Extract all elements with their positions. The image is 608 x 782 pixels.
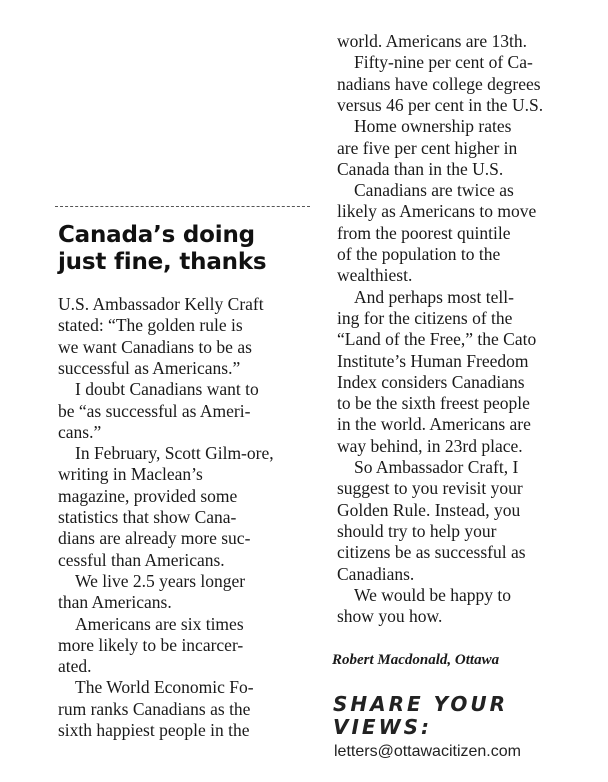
- right-column-line: likely as Americans to move: [337, 201, 537, 222]
- letters-email-link[interactable]: letters@ottawacitizen.com: [334, 743, 521, 760]
- right-column-line: citizens be as successful as: [337, 542, 526, 563]
- left-column-line: Americans are six times: [75, 613, 244, 634]
- share-views-heading-line-1: SHARE YOUR: [333, 692, 509, 716]
- right-column-line: Golden Rule. Instead, you: [337, 499, 521, 520]
- left-column-line: writing in Maclean’s: [58, 464, 203, 485]
- right-column-line: And perhaps most tell-: [354, 286, 514, 307]
- headline-line-1: Canada’s doing: [58, 222, 255, 248]
- left-column-line: be “as successful as Ameri-: [58, 400, 251, 421]
- right-column-line: ing for the citizens of the: [337, 307, 513, 328]
- left-column-line: I doubt Canadians want to: [75, 379, 259, 400]
- right-column-line: show you how.: [337, 606, 443, 627]
- left-column-line: ated.: [58, 656, 92, 677]
- right-column-line: are five per cent higher in: [337, 137, 518, 158]
- right-column-line: in the world. Americans are: [337, 414, 531, 435]
- right-column-line: Canada than in the U.S.: [337, 158, 504, 179]
- left-column-line: we want Canadians to be as: [58, 336, 252, 357]
- left-column-line: We live 2.5 years longer: [75, 570, 246, 591]
- left-column-line: The World Economic Fo-: [75, 677, 254, 698]
- right-column-line: Fifty-nine per cent of Ca-: [354, 52, 533, 73]
- right-column-line: “Land of the Free,” the Cato: [337, 329, 537, 350]
- right-column-line: way behind, in 23rd place.: [337, 435, 523, 456]
- right-column-line: We would be happy to: [354, 584, 512, 605]
- right-column-line: Index considers Canadians: [337, 371, 525, 392]
- left-column-line: sixth happiest people in the: [58, 720, 250, 740]
- right-column-line: nadians have college degrees: [337, 73, 541, 94]
- right-column-line: Institute’s Human Freedom: [337, 350, 529, 371]
- letter-signature: Robert Macdonald, Ottawa: [332, 652, 500, 668]
- headline: [58, 222, 318, 276]
- headline-line-2: just fine, thanks: [58, 249, 267, 275]
- share-views-heading-line-2: VIEWS:: [333, 715, 433, 739]
- right-column-line: should try to help your: [337, 520, 497, 541]
- right-column-line: to be the sixth freest people: [337, 393, 530, 414]
- left-column-line: cans.”: [58, 421, 102, 442]
- left-column-line: cessful than Americans.: [58, 549, 225, 570]
- right-column-line: of the population to the: [337, 244, 501, 264]
- section-divider: [55, 206, 310, 207]
- left-column-line: In February, Scott Gilm-ore,: [75, 443, 274, 464]
- left-column-line: stated: “The golden rule is: [58, 315, 243, 336]
- left-column-line: statistics that show Cana-: [58, 507, 237, 527]
- left-column-line: more likely to be incarcer-: [58, 634, 244, 655]
- left-column-line: U.S. Ambassador Kelly Craft: [58, 294, 264, 314]
- left-column-line: successful as Americans.”: [58, 357, 241, 378]
- left-column-line: than Americans.: [58, 592, 172, 613]
- right-column-line: suggest to you revisit your: [337, 478, 523, 499]
- right-column-line: Canadians.: [337, 563, 415, 584]
- right-column-line: from the poorest quintile: [337, 222, 511, 243]
- right-column-line: wealthiest.: [337, 265, 413, 286]
- right-column-line: Canadians are twice as: [354, 180, 514, 201]
- right-column-line: So Ambassador Craft, I: [354, 457, 519, 477]
- right-column-line: world. Americans are 13th.: [337, 31, 528, 51]
- left-column-line: dians are already more suc-: [58, 528, 251, 549]
- right-column-line: versus 46 per cent in the U.S.: [337, 94, 544, 115]
- left-column-line: rum ranks Canadians as the: [58, 698, 251, 719]
- left-column-line: magazine, provided some: [58, 485, 238, 506]
- right-column-line: Home ownership rates: [354, 116, 512, 137]
